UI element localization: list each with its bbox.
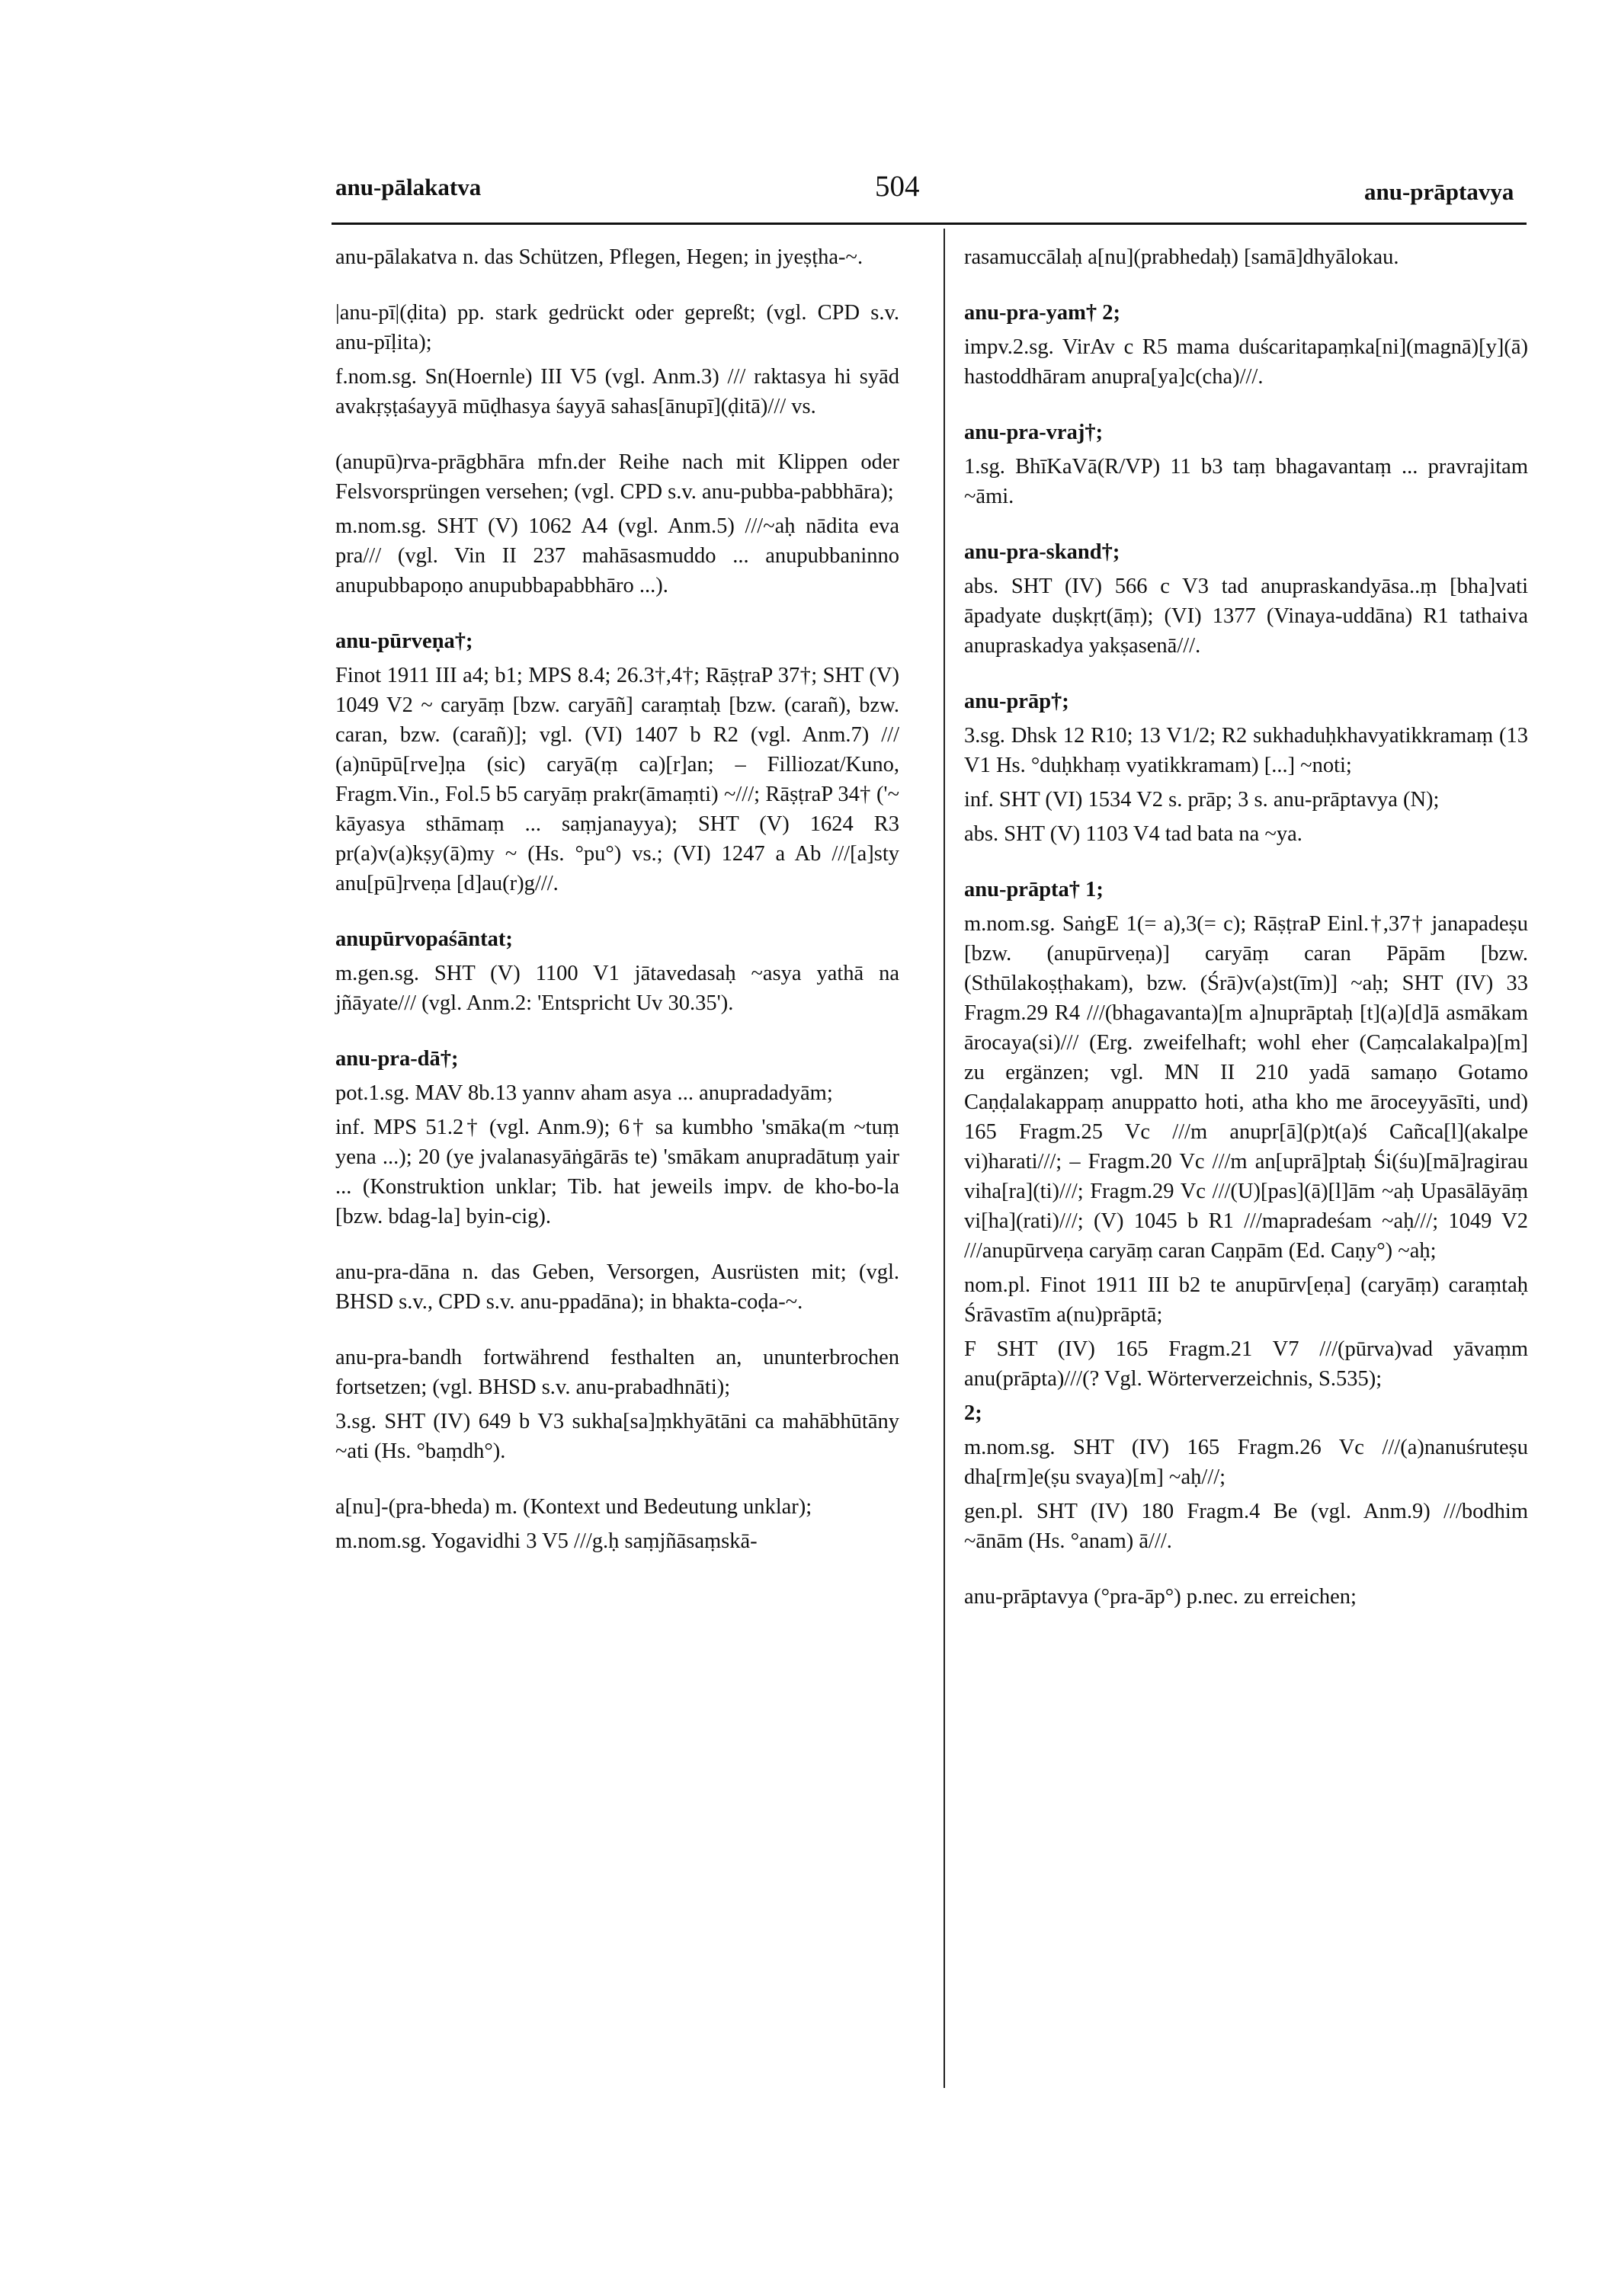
running-head-left: anu-pālakatva [335, 174, 482, 200]
entry-para: gen.pl. SHT (IV) 180 Fragm.4 Be (vgl. Anm.9) ///bodhim ~ānām (Hs. °anam) ā///. [964, 1500, 1528, 1553]
right-column [964, 242, 1528, 1638]
entry-para: m.nom.sg. SaṅgE 1(= a),3(= c); RāṣṭraP Einl.†,37† janapadeṣu [bzw. (anupūrveṇa)] caryāṃ caran Pāpām [bzw. (Sthūlakoṣṭhakam), bzw. (Śrā)v(a)st(īm)] ~aḥ; SHT (IV) 33 Fragm.29 R4 ///(bhagavanta)[m a]nuprāptaḥ [t](a)[d]ā asmākam ārocaya(si)/// (Erg. zweifelhaft; wohl eher (Caṃcalakalpa)[m] zu ergänzen; vgl. MN II 210 yadā samaṇo Gotamo Caṇḍalakappaṃ anuppatto hoti, atha kho me āroceyyāsīti, und) 165 Fragm.25 Vc ///m anupr[ā](p)t(a)ś Cañca[l](akalpe vi)harati///; – Fragm.20 Vc ///m an[uprā]ptaḥ Śi(śu)[mā]ragirau viha[ra](ti)///; Fragm.29 Vc ///(U)[pas](ā)[l]ām ~aḥ Upasālāyāṃ vi[ha](rati)///; (V) 1045 b R1 ///mapradeśam ~aḥ///; 1049 V2 ///anupūrveṇa caryāṃ caran Caṇpām (Ed. Caṇy°) ~aḥ; [964, 912, 1528, 1263]
entry-anu-prap [964, 687, 1528, 849]
entry-anu-pra-skand [964, 537, 1528, 661]
entry-headword: anu-prāp†; [964, 690, 1069, 713]
entry-anu-pra-dana [335, 1257, 899, 1317]
entry-anu-prapta [964, 875, 1528, 1556]
entry-anu-pra-bandh [335, 1343, 899, 1466]
left-column [335, 242, 899, 1582]
entry-para: inf. SHT (VI) 1534 V2 s. prāp; 3 s. anu-prāptavya (N); [964, 788, 1440, 812]
entry-anu-palakatva [335, 242, 899, 272]
entry-anupurvopasanta [335, 924, 899, 1018]
entry-headword: anu-pra-skand†; [964, 540, 1120, 564]
entry-anu-purvena [335, 626, 899, 898]
entry-anu-pra-da [335, 1044, 899, 1231]
entry-para: anu-pra-dāna n. das Geben, Versorgen, Ausrüsten mit; (vgl. BHSD s.v., CPD s.v. anu-ppadāna); in bhakta-coḍa-~. [335, 1260, 899, 1314]
entry-para: f.nom.sg. Sn(Hoernle) III V5 (vgl. Anm.3) /// raktasya hi syād avakṛṣṭaśayyā mūḍhasya śayyā sahas[ānupī](ḍitā)/// vs. [335, 365, 899, 418]
entry-para: inf. MPS 51.2† (vgl. Anm.9); 6† sa kumbho 'smāka(m ~tuṃ yena ...); 20 (ye jvalanasyāṅgārās te) 'smākam anupradātuṃ yair ... (Konstruktion unklar; Tib. hat jeweils impv. de kho-bo-la [bzw. bdag-la] byin-cig). [335, 1116, 899, 1228]
entry-para: nom.pl. Finot 1911 III b2 te anupūrv[eṇa] (caryāṃ) caraṃtaḥ Śrāvastīm a(nu)prāptā; [964, 1273, 1528, 1327]
entry-para: m.nom.sg. SHT (IV) 165 Fragm.26 Vc ///(a)nanuśruteṣu dha[rm]e(ṣu svaya)[m] ~aḥ///; [964, 1436, 1528, 1489]
entry-anu-pra-vraj [964, 418, 1528, 511]
entry-para: (anupū)rva-prāgbhāra mfn.der Reihe nach mit Klippen oder Felsvorsprüngen versehen; (vgl. CPD s.v. anu-pubba-pabbhāra); [335, 450, 899, 504]
column-divider [944, 229, 945, 2088]
entry-para: 1.sg. BhīKaVā(R/VP) 11 b3 taṃ bhagavantaṃ ... pravrajitam ~āmi. [964, 455, 1528, 508]
header-rule [332, 223, 1527, 225]
entry-para: m.nom.sg. Yogavidhi 3 V5 ///g.ḥ saṃjñāsaṃskā- [335, 1529, 758, 1553]
entry-para: Finot 1911 III a4; b1; MPS 8.4; 26.3†,4†; RāṣṭraP 37†; SHT (V) 1049 V2 ~ caryāṃ [bzw. caryāñ] caraṃtaḥ [bzw. (carañ), bzw. caran, bzw. (carañ)]; vgl. (VI) 1407 b R2 (vgl. Anm.7) /// (a)nūpū[rve]ṇa (sic) caryā(ṃ ca)[r]an; – Filliozat/Kuno, Fragm.Vin., Fol.5 b5 caryāṃ prakr(āmaṃti) ~///; RāṣṭraP 34† ('~ kāyasya sthāmaṃ ... saṃjanayya); SHT (V) 1624 R3 pr(a)v(a)kṣy(ā)my ~ (Hs. °pu°) vs.; (VI) 1247 a Ab ///[a]sty anu[pū]rveṇa [d]au(r)g///. [335, 664, 899, 895]
entry-para: pot.1.sg. MAV 8b.13 yannv aham asya ... anupradadyām; [335, 1081, 833, 1105]
entry-para: anu-pālakatva n. das Schützen, Pflegen, Hegen; in jyeṣṭha-~. [335, 245, 863, 269]
entry-para: a[nu]-(pra-bheda) m. (Kontext und Bedeutung unklar); [335, 1495, 812, 1519]
entry-para: m.gen.sg. SHT (V) 1100 V1 jātavedasaḥ ~asya yathā na jñāyate/// (vgl. Anm.2: 'Entspricht Uv 30.35'). [335, 962, 899, 1015]
entry-para: |anu-pī|(ḍita) pp. stark gedrückt oder gepreßt; (vgl. CPD s.v. anu-pīḷita); [335, 301, 899, 354]
running-head [0, 170, 1618, 212]
entry-anu-pra-yam [964, 298, 1528, 392]
entry-para: F SHT (IV) 165 Fragm.21 V7 ///(pūrva)vad yāvaṃm anu(prāpta)///(? Vgl. Wörterverzeichnis, S.535); [964, 1337, 1528, 1391]
entry-para: anu-pra-bandh fortwährend festhalten an, ununterbrochen fortsetzen; (vgl. BHSD s.v. anu-prabadhnāti); [335, 1346, 899, 1399]
entry-anupurva-pragbhara [335, 447, 899, 600]
entry-headword: anu-prāpta† 1; [964, 878, 1104, 901]
entry-anu-pra-bheda [335, 1492, 899, 1556]
entry-para: 3.sg. Dhsk 12 R10; 13 V1/2; R2 sukhaduḥkhavyatikkramaṃ (13 V1 Hs. °duḥkhaṃ vyatikkramam) [...] ~noti; [964, 724, 1528, 777]
entry-para: impv.2.sg. VirAv c R5 mama duścaritapaṃka[ni](magnā)[y](ā) hastoddhāram anupra[ya]c(cha)///. [964, 335, 1528, 389]
entry-anu-praptavya [964, 1582, 1528, 1612]
entry-headword: anu-pra-dā†; [335, 1047, 459, 1071]
entry-para: rasamuccālaḥ a[nu](prabhedaḥ) [samā]dhyālokau. [964, 245, 1399, 269]
entry-sense-number: 2; [964, 1401, 982, 1425]
running-head-right: anu-prāptavya [1364, 178, 1514, 205]
entry-headword: anu-pra-yam† 2; [964, 301, 1121, 325]
entry-para: 3.sg. SHT (IV) 649 b V3 sukha[sa]ṃkhyātāni ca mahābhūtāny ~ati (Hs. °baṃdh°). [335, 1410, 899, 1463]
entry-para: anu-prāptavya (°pra-āp°) p.nec. zu erreichen; [964, 1585, 1357, 1609]
entry-para: abs. SHT (IV) 566 c V3 tad anupraskandyāsa..ṃ [bha]vati āpadyate duṣkṛt(āṃ); (VI) 1377 (Vinaya-uddāna) R1 tathaiva anupraskadya yakṣasenā///. [964, 575, 1528, 658]
entry-para: m.nom.sg. SHT (V) 1062 A4 (vgl. Anm.5) ///~aḥ nādita eva pra/// (vgl. Vin II 237 mahāsasmuddo ... anupubbaninno anupubbapoṇo anupubbapabbhāro ...). [335, 514, 899, 597]
page-number: 504 [875, 170, 920, 203]
entry-headword: anu-pra-vraj†; [964, 421, 1104, 444]
entry-headword: anupūrvopaśāntat; [335, 927, 513, 951]
entry-continuation [964, 242, 1528, 272]
entry-para: abs. SHT (V) 1103 V4 tad bata na ~ya. [964, 822, 1302, 846]
entry-headword: anu-pūrveṇa†; [335, 629, 473, 653]
entry-anu-pidita [335, 298, 899, 421]
